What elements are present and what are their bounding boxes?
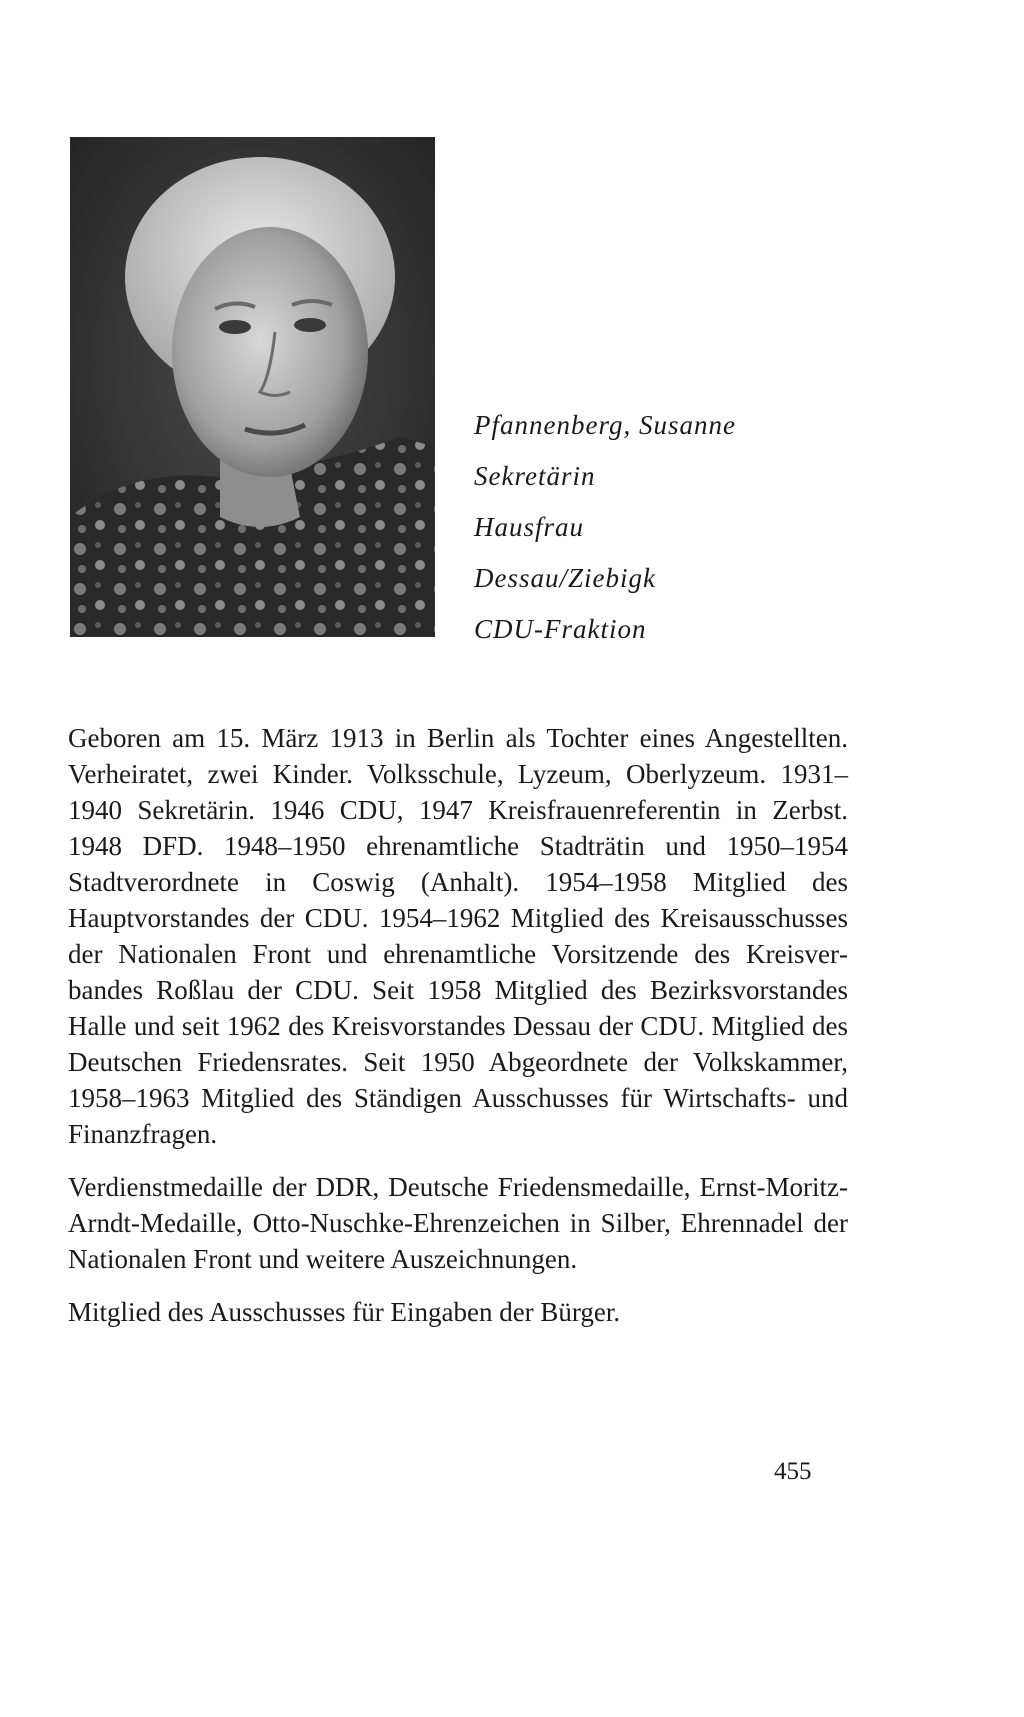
portrait-icon [70,137,435,637]
person-name: Pfannenberg, Susanne [474,410,736,440]
person-location: Dessau/Ziebigk [474,563,656,593]
biography-paragraph-committee: Mitglied des Ausschusses für Eingaben der Bürger. [68,1297,621,1327]
person-occupation: Hausfrau [474,512,585,542]
biography-paragraph-awards: Verdienstmedaille der DDR, Deutsche Friedensmedaille, Ernst-Moritz-Arndt-Medaille, Otto-Nuschke-Ehrenzeichen in Silber, Ehrennadel der Nationalen Front und weitere Auszeichnungen. [68,1172,848,1274]
biography-text [68,720,848,1347]
person-caption [474,400,974,655]
person-faction: CDU-Fraktion [474,614,647,644]
biography-paragraph-career: Geboren am 15. März 1913 in Berlin als Tochter eines Angestellten. Verheiratet, zwei Kinder. Volksschule, Lyzeum, Oberlyzeum. 1931–1940 Sekretärin. 1946 CDU, 1947 Kreisfrauenreferentin in Zerbst. 1948 DFD. 1948–1950 ehrenamtliche Stadträtin und 1950–1954 Stadtverordnete in Coswig (Anhalt). 1954–1958 Mitglied des Hauptvorstandes der CDU. 1954–1962 Mitglied des Kreisausschusses der Nationalen Front und ehrenamtliche Vorsitzende des Kreisverbandes Roßlau der CDU. Seit 1958 Mitglied des Bezirksvorstandes Halle und seit 1962 des Kreisvorstandes Dessau der CDU. Mitglied des Deutschen Friedensrates. Seit 1950 Abgeordnete der Volkskammer, 1958–1963 Mitglied des Ständigen Ausschusses für Wirtschafts- und Finanzfragen. [68,723,848,1149]
portrait-photo [70,137,435,637]
person-profession: Sekretärin [474,461,596,491]
page-number: 455 [774,1458,812,1485]
